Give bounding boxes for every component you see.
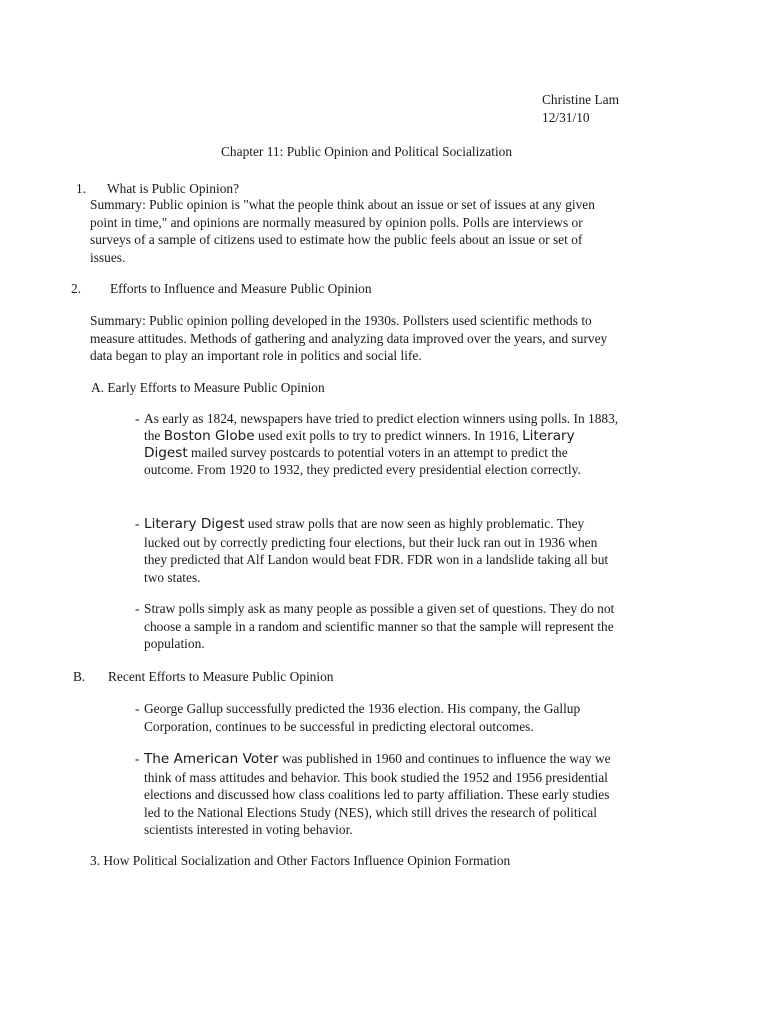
bullet-dash: - <box>135 751 140 766</box>
bullet-line: Literary Digest used straw polls that are now seen as highly problematic. They <box>144 516 585 532</box>
bullet-dash: - <box>135 701 140 716</box>
subsection-b-letter: B. <box>73 669 86 684</box>
title-american-voter: The American Voter <box>144 751 279 767</box>
bullet-line: lucked out by correctly predicting four elections, but their luck ran out in 1936 when <box>144 534 598 550</box>
bullet-dash: - <box>135 516 140 531</box>
bullet-dash: - <box>135 411 140 426</box>
bullet-line: the Boston Globe used exit polls to try to predict winners. In 1916, Literary <box>144 428 575 444</box>
section-1-number: 1. <box>76 181 87 196</box>
bullet-line: they predicted that Alf Landon would beat FDR. FDR won in a landslide taking all but <box>144 552 609 568</box>
bullet-line: The American Voter was published in 1960 and continues to influence the way we <box>144 751 611 767</box>
document-date: 12/31/10 <box>542 110 590 125</box>
bullet-line: Digest mailed survey postcards to potential voters in an attempt to predict the <box>144 445 568 461</box>
section-2-summary <box>90 312 650 365</box>
chapter-title: Chapter 11: Public Opinion and Political Socialization <box>221 144 513 159</box>
bullet-line: population. <box>144 636 205 652</box>
section-2-heading: Efforts to Influence and Measure Public Opinion <box>110 281 372 296</box>
author-name: Christine Lam <box>542 92 619 107</box>
subsection-a-heading: A. Early Efforts to Measure Public Opinion <box>91 380 325 395</box>
bullet-line: scientists interested in voting behavior. <box>144 822 353 838</box>
bullet-line: Straw polls simply ask as many people as possible a given set of questions. They do not <box>144 601 615 616</box>
bullet-line: led to the National Elections Study (NES), which still drives the research of political <box>144 804 597 820</box>
summary-line: Summary: Public opinion polling developed in the 1930s. Pollsters used scientific methods to <box>90 313 592 328</box>
title-literary-digest: Literary Digest <box>144 516 245 532</box>
summary-line: point in time," and opinions are normally measured by opinion polls. Polls are interviews or <box>90 214 583 230</box>
bullet-line: outcome. From 1920 to 1932, they predicted every presidential election correctly. <box>144 462 581 477</box>
section-2-number: 2. <box>71 281 82 296</box>
title-literary: Literary <box>522 428 575 444</box>
summary-line: Summary: Public opinion is "what the people think about an issue or set of issues at any given <box>90 197 595 212</box>
summary-line: data began to play an important role in politics and social life. <box>90 348 422 364</box>
bullet-dash: - <box>135 601 140 616</box>
summary-line: measure attitudes. Methods of gathering and analyzing data improved over the years, and survey <box>90 330 608 346</box>
summary-line: issues. <box>90 249 126 265</box>
bullet-line: As early as 1824, newspapers have tried to predict election winners using polls. In 1883, <box>144 411 619 426</box>
bullet-line: choose a sample in a random and scientific manner so that the sample will represent the <box>144 618 614 634</box>
bullet-line: elections and discussed how class coalitions led to party affiliation. These early studies <box>144 787 610 803</box>
title-boston-globe: Boston Globe <box>163 428 255 444</box>
section-3-heading: 3. How Political Socialization and Other Factors Influence Opinion Formation <box>90 853 511 868</box>
bullet-line: two states. <box>144 569 201 585</box>
bullet-line: think of mass attitudes and behavior. This book studied the 1952 and 1956 presidential <box>144 769 608 785</box>
bullet-line: George Gallup successfully predicted the 1936 election. His company, the Gallup <box>144 701 581 716</box>
section-1-heading: What is Public Opinion? <box>107 181 240 196</box>
subsection-b-heading: Recent Efforts to Measure Public Opinion <box>108 669 334 684</box>
title-digest: Digest <box>144 445 188 461</box>
section-1-summary <box>90 196 650 266</box>
summary-line: surveys of a sample of citizens used to estimate how the public feels about an issue or set of <box>90 232 583 248</box>
bullet-line: Corporation, continues to be successful in predicting electoral outcomes. <box>144 718 534 734</box>
